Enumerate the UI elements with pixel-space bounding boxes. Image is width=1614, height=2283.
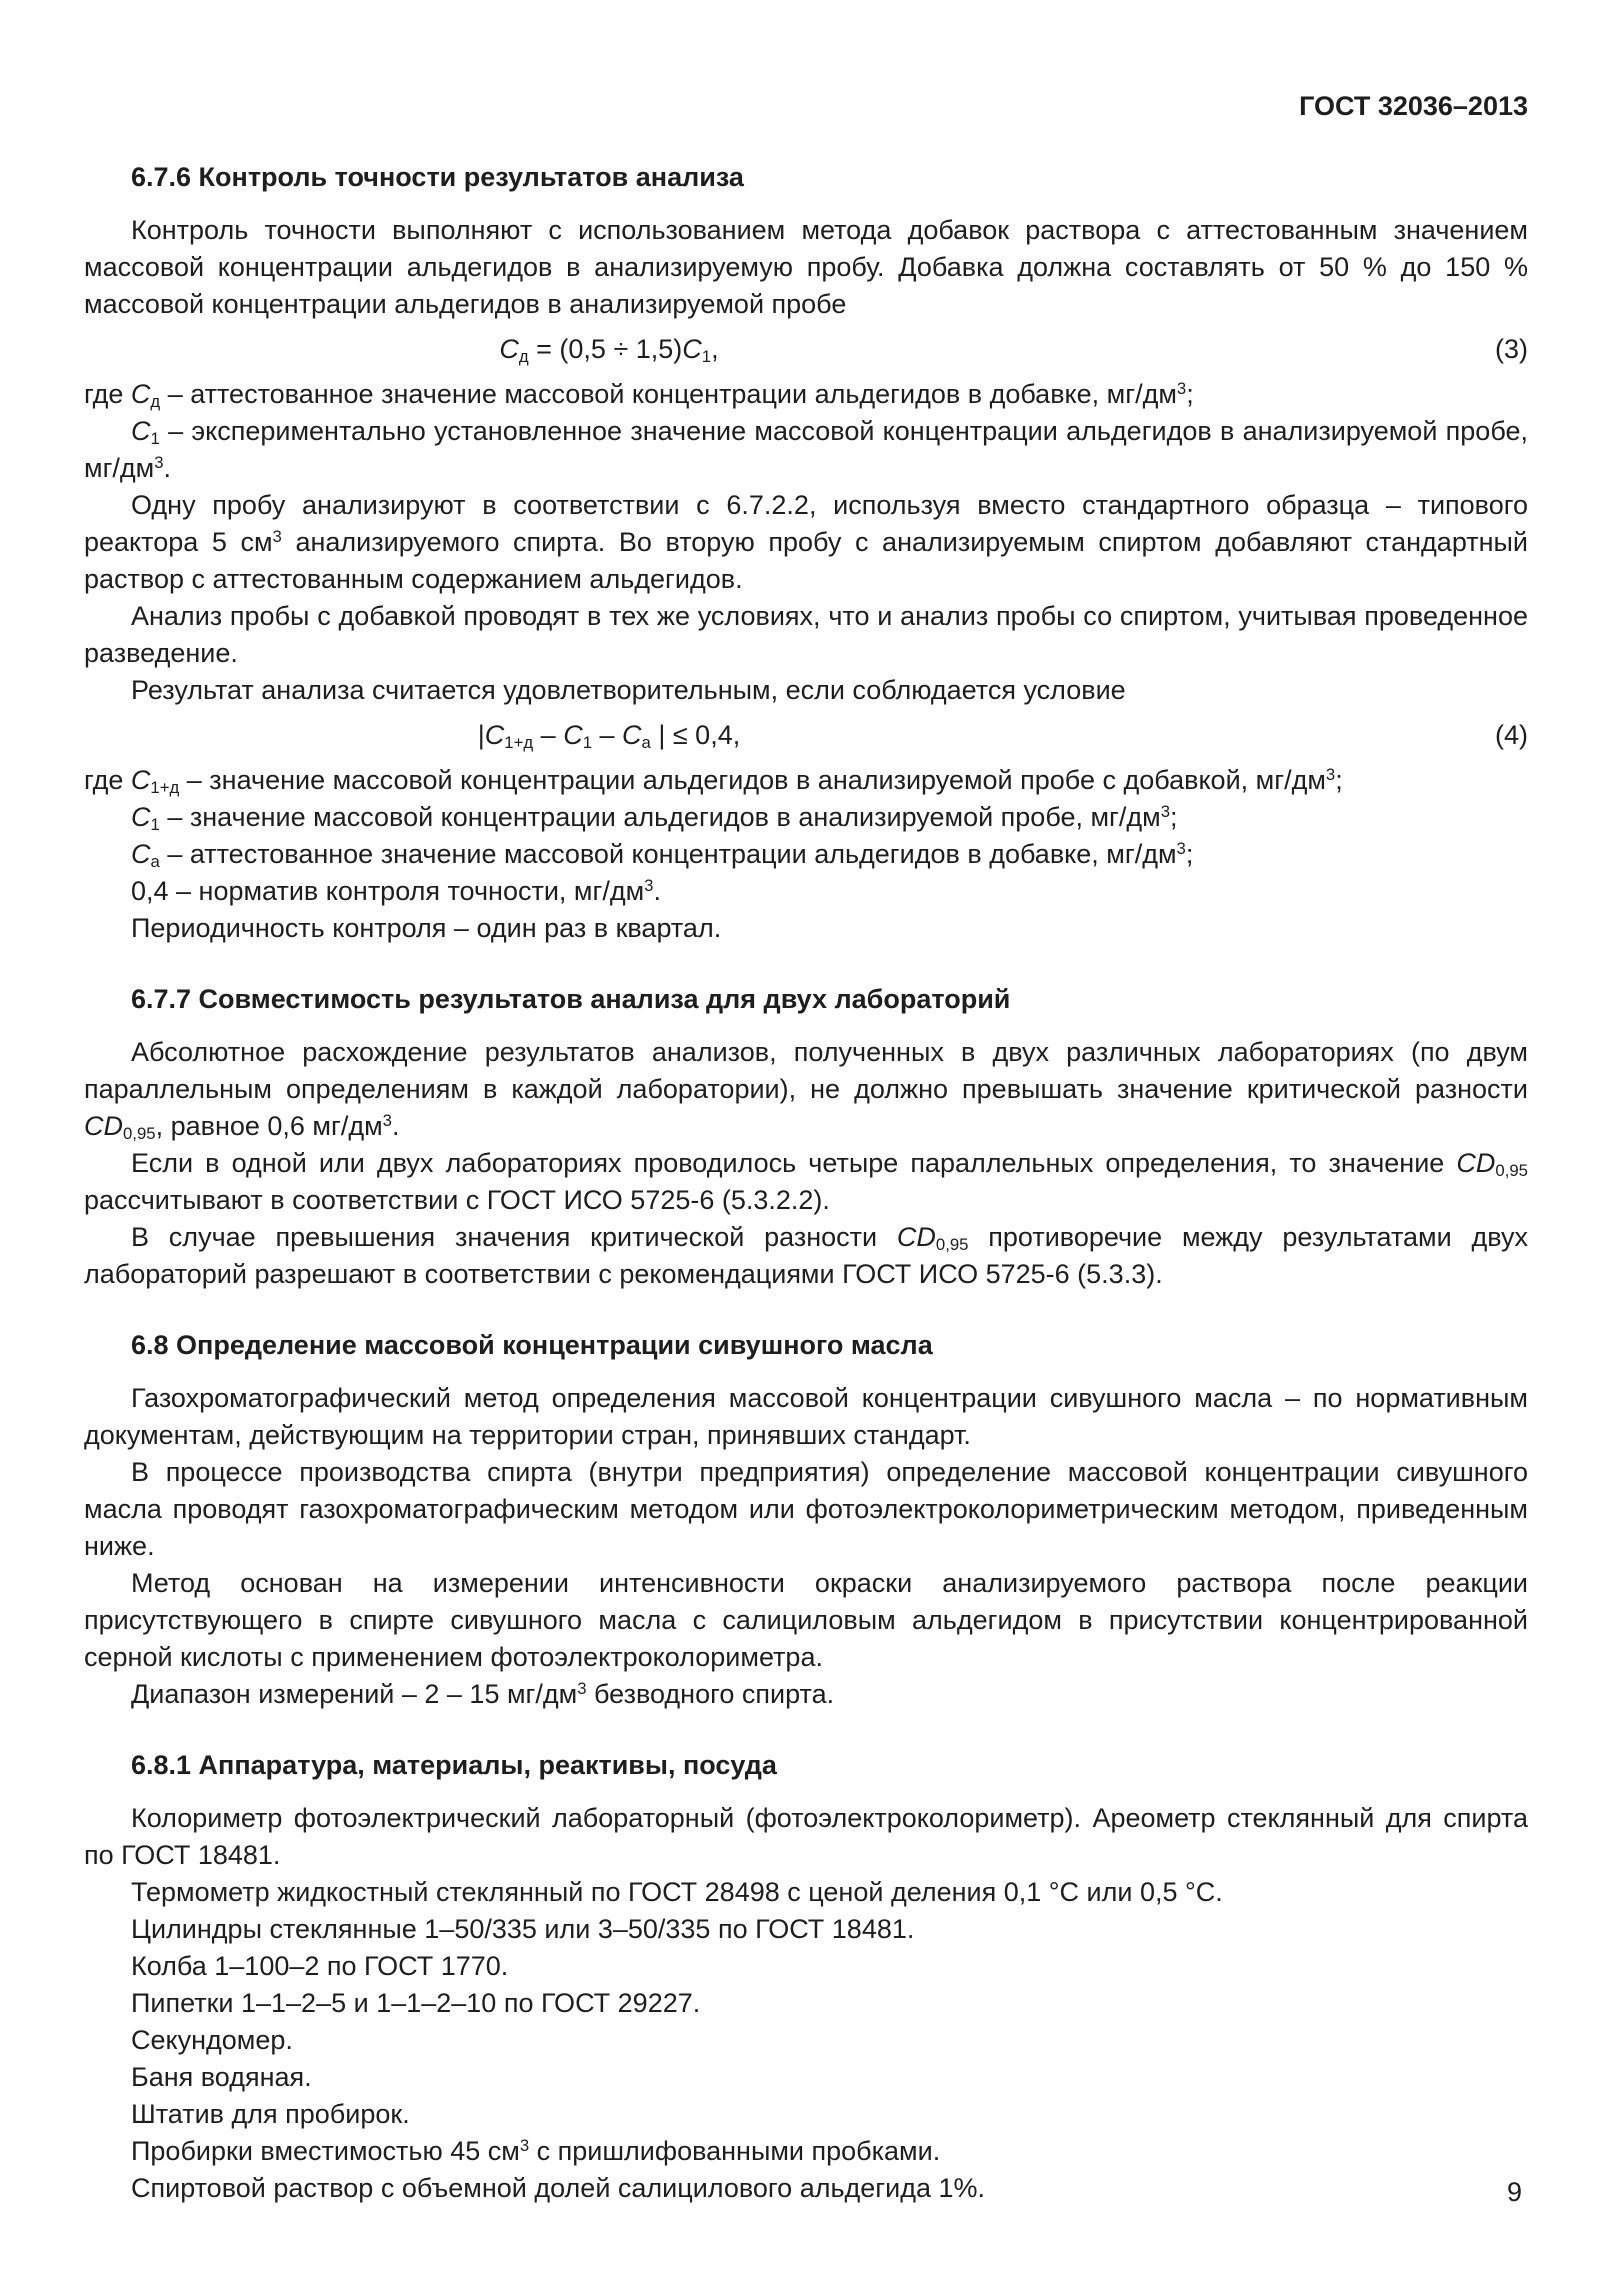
- definition-line: где $С_д$ – аттестованное значение массовой концентрации альдегидов в добавке, $мг/дм^3$;: [84, 378, 1194, 412]
- formula-expression: $С_д = (0,5 \div 1,5)С_1$,: [499, 334, 719, 367]
- paragraph: Штатив для пробирок.: [131, 2099, 410, 2129]
- paragraph: В процессе производства спирта (внутри предприятия) определение массовой концентрации сивушного масла проводят газохроматографическим методом или фотоэлектроколориметрическим методом, приведенным ниже.: [84, 1457, 1528, 1561]
- paragraph: Спиртовой раствор с объемной долей салицилового альдегида 1%.: [131, 2173, 986, 2203]
- page-number: 9: [1506, 2177, 1522, 2207]
- section-heading: 6.8.1 Аппаратура, материалы, реактивы, посуда: [131, 1750, 777, 1780]
- paragraph: Результат анализа считается удовлетворительным, если соблюдается условие: [131, 675, 1126, 705]
- paragraph: В случае превышения значения критической разности $CD_{0,95}$ противоречие между результатами двух лабораторий разрешают в соответствии с рекомендациями ГОСТ ИСО 5725-6 (5.3.3).: [84, 1222, 1528, 1289]
- paragraph: Термометр жидкостный стеклянный по ГОСТ 28498 с ценой деления 0,1 °С или 0,5 °С.: [131, 1877, 1223, 1907]
- formula-number: (3): [1495, 334, 1528, 364]
- paragraph: Диапазон измерений – 2 – 15 $мг/дм^3$ безводного спирта.: [131, 1678, 835, 1709]
- paragraph: Колба 1–100–2 по ГОСТ 1770.: [131, 1951, 509, 1981]
- formula-number: (4): [1495, 720, 1528, 750]
- paragraph: Анализ пробы с добавкой проводят в тех же условиях, что и анализ пробы со спиртом, учитывая проведенное разведение.: [84, 601, 1528, 668]
- section-heading: 6.8 Определение массовой концентрации сивушного масла: [131, 1330, 933, 1360]
- definition-line: $С_а$ – аттестованное значение массовой концентрации альдегидов в добавке, $мг/дм^3$;: [131, 838, 1194, 872]
- paragraph: Абсолютное расхождение результатов анализов, полученных в двух различных лабораториях (по двум параллельным определениям в каждой лаборатории), не должно превышать значение критической разности $CD_{0,95}$, равное 0,6 $мг/дм^3$.: [84, 1037, 1528, 1144]
- definition-line: $С_1$ – значение массовой концентрации альдегидов в анализируемой пробе, $мг/дм^3$;: [131, 801, 1178, 835]
- definition-line: где $С_{1+д}$ – значение массовой концентрации альдегидов в анализируемой пробе с добавкой, $мг/дм^3$;: [84, 764, 1343, 798]
- paragraph: Пипетки 1–1–2–5 и 1–1–2–10 по ГОСТ 29227.: [131, 1988, 701, 2018]
- paragraph: Баня водяная.: [131, 2062, 312, 2092]
- definition-line: $С_1$ – экспериментально установленное значение массовой концентрации альдегидов в анализируемой пробе, $мг/дм^3$.: [84, 416, 1528, 483]
- paragraph: Секундомер.: [131, 2025, 293, 2055]
- definition-line: 0,4 – норматив контроля точности, $мг/дм^3$.: [131, 875, 661, 906]
- section-heading: 6.7.7 Совместимость результатов анализа для двух лабораторий: [131, 984, 1011, 1014]
- paragraph: Метод основан на измерении интенсивности окраски анализируемого раствора после реакции присутствующего в спирте сивушного масла с салициловым альдегидом в присутствии концентрированной серной кислоты с применением фотоэлектроколориметра.: [84, 1568, 1528, 1672]
- paragraph: Одну пробу анализируют в соответствии с 6.7.2.2, используя вместо стандартного образца – типового реактора 5 $см^3$ анализируемого спирта. Во вторую пробу с анализируемым спиртом добавляют стандартный раствор с аттестованным содержанием альдегидов.: [84, 490, 1529, 594]
- definition-line: Периодичность контроля – один раз в квартал.: [131, 913, 722, 943]
- paragraph: Если в одной или двух лабораториях проводилось четыре параллельных определения, то значение $CD_{0,95}$ рассчитывают в соответствии с ГОСТ ИСО 5725-6 (5.3.2.2).: [84, 1148, 1528, 1215]
- paragraph: Цилиндры стеклянные 1–50/335 или 3–50/335 по ГОСТ 18481.: [131, 1914, 915, 1944]
- paragraph: Пробирки вместимостью 45 $см^3$ с пришлифованными пробками.: [131, 2135, 941, 2166]
- paragraph: Контроль точности выполняют с использованием метода добавок раствора с аттестованным значением массовой концентрации альдегидов в анализируемую пробу. Добавка должна составлять от 50 % до 150 % массовой концентрации альдегидов в анализируемой пробе: [84, 215, 1528, 319]
- page-header: ГОСТ 32036–2013: [1299, 91, 1528, 121]
- formula: [84, 331, 1528, 368]
- paragraph: Колориметр фотоэлектрический лабораторный (фотоэлектроколориметр). Ареометр стеклянный для спирта по ГОСТ 18481.: [84, 1803, 1528, 1870]
- paragraph: Газохроматографический метод определения массовой концентрации сивушного масла – по нормативным документам, действующим на территории стран, принявших стандарт.: [84, 1383, 1528, 1450]
- formula: [84, 717, 1528, 754]
- document-content: [84, 159, 1528, 2207]
- section-heading: 6.7.6 Контроль точности результатов анализа: [131, 162, 744, 192]
- formula-expression: $|С_{1+д} - С_1 - С_а$ | ≤ 0,4,: [477, 720, 741, 753]
